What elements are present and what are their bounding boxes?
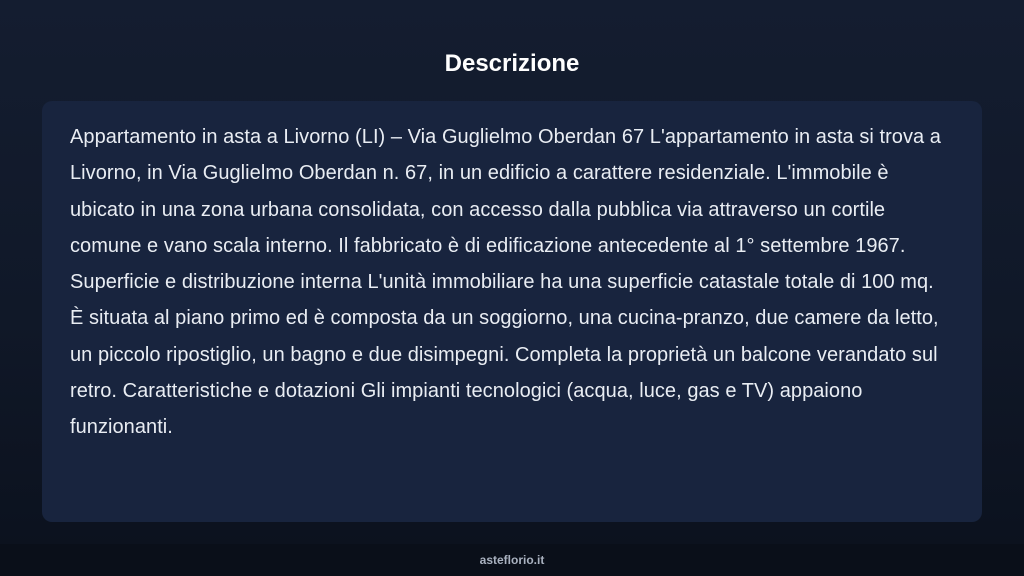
page-title: Descrizione [444,50,580,77]
description-text: Appartamento in asta a Livorno (LI) – Via Guglielmo Oberdan 67 L'appartamento in asta si trova a Livorno, in Via Guglielmo Oberdan n. 67, in un edificio a carattere residenziale. L'immobile è ubicato in una zona urbana consolidata, con accesso dalla pubblica via attraverso un cortile comune e vano scala interno. Il fabbricato è di edificazione antecedente al 1° settembre 1967. Superficie e distribuzione interna L'unità immobiliare ha una superficie catastale totale di 100 mq. È situata al piano primo ed è composta da un soggiorno, una cucina-pranzo, due camere da letto, un piccolo ripostiglio, un bagno e due disimpegni. Completa la proprietà un balcone verandato sul retro. Caratteristiche e dotazioni Gli impianti tecnologici (acqua, luce, gas e TV) appaiono funzionanti. [70,126,941,439]
footer [0,544,1024,576]
footer-brand[interactable]: asteflorio.it [479,553,545,567]
description-card [42,101,982,522]
